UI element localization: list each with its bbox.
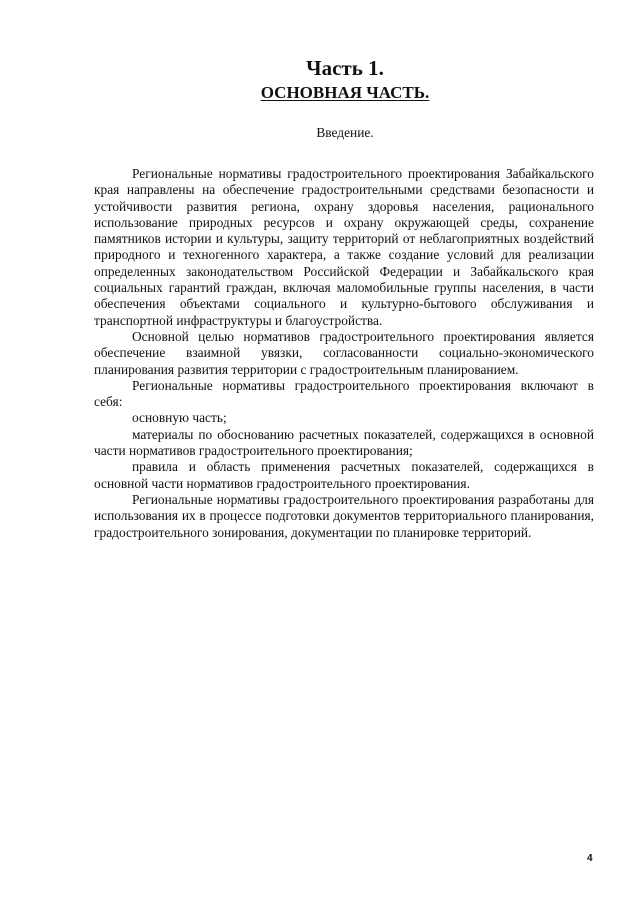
page-number: 4 (587, 853, 593, 864)
list-item-justification-materials: материалы по обоснованию расчетных показателей, содержащихся в основной части нормативов градостроительного проектирования; (94, 426, 594, 459)
part-title: Часть 1. (306, 56, 384, 80)
part-subtitle: ОСНОВНАЯ ЧАСТЬ. (260, 83, 430, 102)
list-item-application-rules: правила и область применения расчетных показателей, содержащихся в основной части нормативов градостроительного проектирования. (94, 459, 594, 491)
paragraph-purpose: Региональные нормативы градостроительного проектирования Забайкальского края направлены на обеспечение градостроительными средствами безопасности и устойчивости развития региона, охрану здоровья населения, рационального использование природных ресурсов и охрану окружающей среды, сохранение памятников истории и культуры, защиту территорий от неблагоприятных воздействий природного и техногенного характера, а также создание условий для реализации определенных законодательством Российской Федерации и Забайкальского края социальных гарантий граждан, включая маломобильные группы населения, в части обеспечения объектами социального и культурно-бытового обслуживания и транспортной инфраструктуры и благоустройства. (94, 166, 594, 328)
body-text (94, 166, 594, 541)
paragraph-usage: Региональные нормативы градостроительного проектирования разработаны для использования их в процессе подготовки документов территориального планирования, градостроительного зонирования, документации по планировке территорий. (94, 491, 594, 540)
intro-heading: Введение. (316, 125, 374, 140)
paragraph-includes: Региональные нормативы градостроительного проектирования включают в себя: (94, 377, 594, 410)
paragraph-main-goal: Основной целью нормативов градостроительного проектирования является обеспечение взаимной увязки, согласованности социально-экономического планирования развития территории с градостроительным планированием. (94, 328, 594, 377)
list-item-main-part: основную часть; (132, 410, 227, 426)
